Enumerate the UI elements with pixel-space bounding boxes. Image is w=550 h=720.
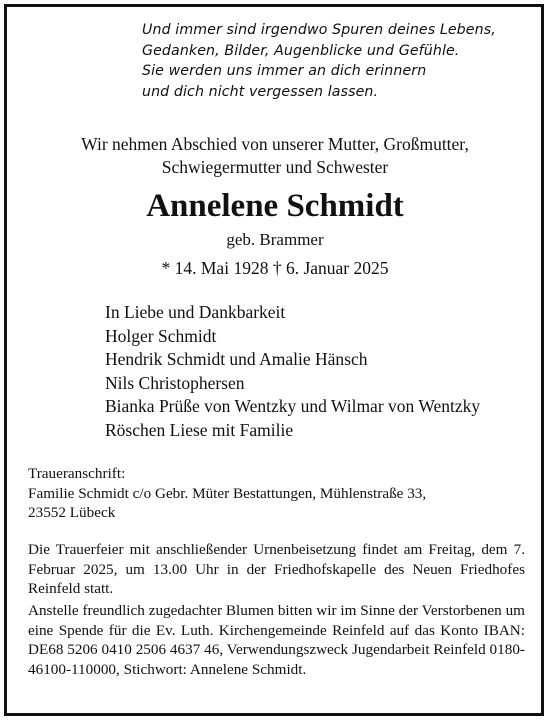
mourner-line: Holger Schmidt — [105, 325, 217, 346]
mourners-list — [105, 301, 480, 442]
poem-line: Gedanken, Bilder, Augenblicke und Gefühle. — [142, 42, 460, 59]
poem-line: und dich nicht vergessen lassen. — [142, 83, 379, 100]
funeral-service-text: Die Trauerfeier mit anschließender Urnenbeisetzung findet am Freitag, dem 7. Februar 2025, um 13.00 Uhr in der Friedhofskapelle des Neuen Friedhofes Reinfeld statt. — [28, 541, 525, 597]
address-line: 23552 Lübeck — [28, 504, 116, 521]
intro-line: Wir nehmen Abschied von unserer Mutter, Großmutter, — [81, 134, 469, 154]
poem-line: Sie werden uns immer an dich erinnern — [142, 63, 427, 79]
mourner-line: Nils Christophersen — [105, 372, 245, 393]
deceased-name: Annelene Schmidt — [146, 188, 404, 224]
poem-line: Und immer sind irgendwo Spuren deines Lebens, — [142, 22, 496, 38]
intro-text — [0, 133, 550, 179]
donation-request-text: Anstelle freundlich zugedachter Blumen bitten wir im Sinne der Verstorbenen um eine Spende für die Ev. Luth. Kirchengemeinde Reinfeld auf das Konto IBAN: DE68 5206 0410 2506 4637 46, Verwendungszweck Jugendarbeit Reinfeld 0180-46100-110000, Stichwort: Annelene Schmidt. — [28, 602, 525, 678]
mourner-line: Röschen Liese mit Familie — [105, 419, 294, 440]
mourner-line: Bianka Prüße von Wentzky und Wilmar von Wentzky — [105, 396, 481, 416]
intro-line: Schwiegermutter und Schwester — [161, 157, 389, 177]
life-dates: * 14. Mai 1928 † 6. Januar 2025 — [161, 258, 389, 278]
poem — [142, 20, 532, 102]
address-line: Familie Schmidt c/o Gebr. Müter Bestattungen, Mühlenstraße 33, — [28, 484, 427, 502]
mourning-address — [28, 464, 525, 523]
mourner-line: Hendrik Schmidt und Amalie Hänsch — [105, 349, 368, 369]
address-line: Traueranschrift: — [28, 465, 126, 482]
maiden-name: geb. Brammer — [226, 230, 324, 249]
mourner-line: In Liebe und Dankbarkeit — [105, 302, 286, 322]
